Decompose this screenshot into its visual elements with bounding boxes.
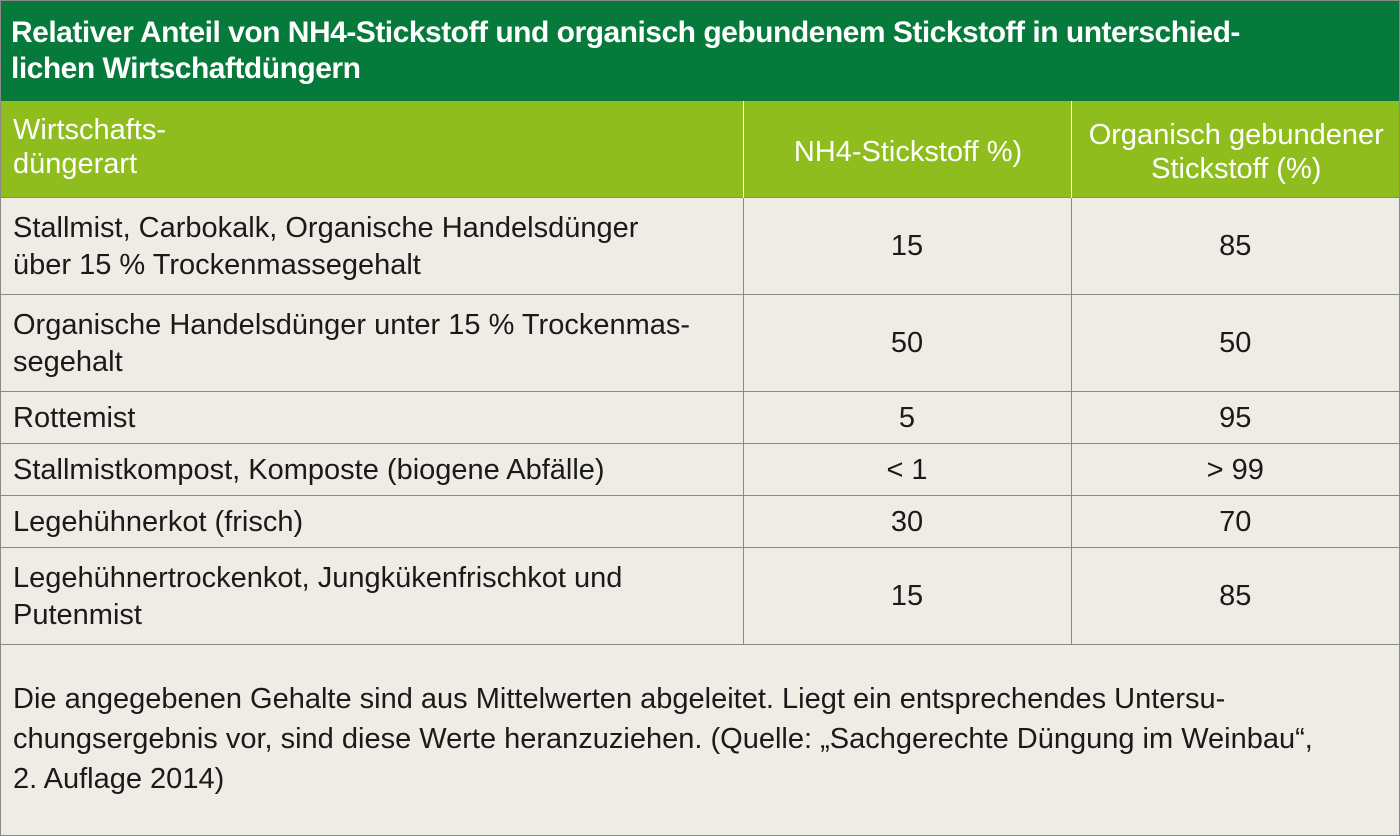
cell-organic: 70 <box>1071 495 1399 547</box>
table-title <box>1 1 1399 101</box>
cell-type: Stallmist, Carbokalk, Organische Handelsdünger über 15 % Trockenmassegehalt <box>1 197 743 294</box>
cell-type: Legehühnertrockenkot, Jungkükenfrischkot und Putenmist <box>1 547 743 644</box>
table-title-line2: lichen Wirtschaftdüngern <box>11 52 361 85</box>
cell-organic: 50 <box>1071 294 1399 391</box>
cell-organic: > 99 <box>1071 443 1399 495</box>
cell-nh4: < 1 <box>743 443 1071 495</box>
table-footnote <box>1 644 1399 828</box>
cell-nh4: 30 <box>743 495 1071 547</box>
column-header-organic: Organisch gebundener Stickstoff (%) <box>1071 101 1399 197</box>
cell-type: Rottemist <box>1 391 743 443</box>
cell-type: Legehühnerkot (frisch) <box>1 495 743 547</box>
cell-nh4: 15 <box>743 547 1071 644</box>
cell-type: Stallmistkompost, Komposte (biogene Abfälle) <box>1 443 743 495</box>
table-row <box>1 443 1399 495</box>
table-row <box>1 547 1399 644</box>
table-header-row <box>1 101 1399 197</box>
table-row <box>1 294 1399 391</box>
footnote-line3: 2. Auflage 2014) <box>13 763 225 795</box>
footnote-line2: chungsergebnis vor, sind diese Werte heranzuziehen. (Quelle: „Sachgerechte Düngung im Weinbau“, <box>13 723 1313 755</box>
table-title-line1: Relativer Anteil von NH4-Stickstoff und organisch gebundenem Stickstoff in unterschied- <box>11 16 1240 49</box>
cell-nh4: 50 <box>743 294 1071 391</box>
fertilizer-nitrogen-table <box>1 101 1399 644</box>
footnote-line1: Die angegebenen Gehalte sind aus Mittelwerten abgeleitet. Liegt ein entsprechendes Untersu- <box>13 683 1226 715</box>
cell-nh4: 15 <box>743 197 1071 294</box>
cell-organic: 85 <box>1071 197 1399 294</box>
cell-type: Organische Handelsdünger unter 15 % Trockenmas- segehalt <box>1 294 743 391</box>
column-header-nh4: NH4-Stickstoff %) <box>743 101 1071 197</box>
cell-organic: 95 <box>1071 391 1399 443</box>
table-row <box>1 197 1399 294</box>
cell-organic: 85 <box>1071 547 1399 644</box>
column-header-type: Wirtschafts- düngerart <box>13 114 167 180</box>
table-row <box>1 495 1399 547</box>
cell-nh4: 5 <box>743 391 1071 443</box>
table-row <box>1 391 1399 443</box>
